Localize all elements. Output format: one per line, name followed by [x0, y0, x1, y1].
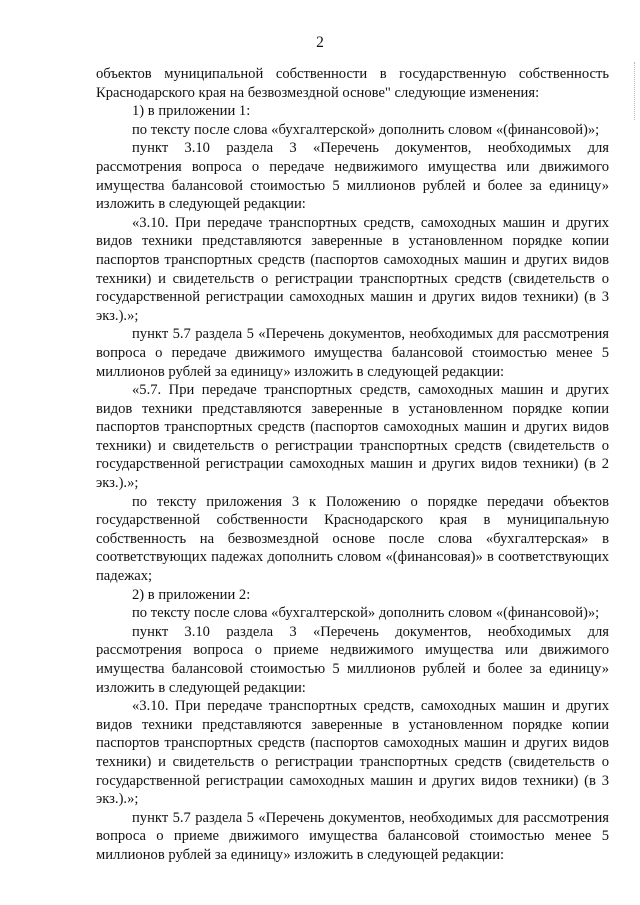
- paragraph-1: объектов муниципальной собственности в государственную собственность Краснодарского края на безвозмездной основе" следующие изменения:: [96, 66, 609, 101]
- paragraph-2: 1) в приложении 1:: [132, 103, 251, 120]
- scan-edge-mark: [634, 62, 638, 120]
- paragraph-7: «5.7. При передаче транспортных средств, самоходных машин и других видов техники представляются заверенные в установленном порядке копии паспортов транспортных средств (паспортов самоходных машин и других видов техники) и свидетельств о регистрации транспортных средств (свидетельств о государственной регистрации самоходных машин и других видов техники) (в 2 экз.).»;: [96, 382, 609, 492]
- paragraph-10: по тексту после слова «бухгалтерской» дополнить словом «(финансовой)»;: [132, 605, 600, 622]
- paragraph-6: пункт 5.7 раздела 5 «Перечень документов, необходимых для рассмотрения вопроса о передаче движимого имущества балансовой стоимостью менее 5 миллионов рублей за единицу» изложить в следующей редакции:: [96, 326, 609, 380]
- paragraph-9: 2) в приложении 2:: [132, 586, 251, 603]
- paragraph-5: «3.10. При передаче транспортных средств, самоходных машин и других видов техники представляются заверенные в установленном порядке копии паспортов транспортных средств (паспортов самоходных машин и других видов техники) и свидетельств о регистрации транспортных средств (свидетельств о государственной регистрации самоходных машин и других видов техники) (в 3 экз.).»;: [96, 214, 609, 324]
- paragraph-4: пункт 3.10 раздела 3 «Перечень документов, необходимых для рассмотрения вопроса о передаче недвижимого имущества или движимого имущества балансовой стоимостью 5 миллионов рублей и более за единицу» изложить в следующей редакции:: [96, 140, 609, 213]
- paragraph-3: по тексту после слова «бухгалтерской» дополнить словом «(финансовой)»;: [132, 121, 600, 138]
- paragraph-13: пункт 5.7 раздела 5 «Перечень документов, необходимых для рассмотрения вопроса о приеме движимого имущества балансовой стоимостью менее 5 миллионов рублей за единицу» изложить в следующей редакции:: [96, 809, 609, 863]
- page-number: 2: [316, 34, 324, 51]
- document-body: [96, 65, 609, 865]
- paragraph-8: по тексту приложения 3 к Положению о порядке передачи объектов государственной собственности Краснодарского края в муниципальную собственность на безвозмездной основе после слова «бухгалтерская» в соответствующих падежах дополнить словом «(финансовая)» в соответствующих падежах;: [96, 493, 609, 585]
- paragraph-11: пункт 3.10 раздела 3 «Перечень документов, необходимых для рассмотрения вопроса о приеме недвижимого имущества или движимого имущества балансовой стоимостью 5 миллионов рублей и более за единицу» изложить в следующей редакции:: [96, 623, 609, 696]
- paragraph-12: «3.10. При передаче транспортных средств, самоходных машин и других видов техники представляются заверенные в установленном порядке копии паспортов транспортных средств (паспортов самоходных машин и других видов техники) и свидетельств о регистрации транспортных средств (свидетельств о государственной регистрации самоходных машин и других видов техники) (в 3 экз.).»;: [96, 698, 609, 808]
